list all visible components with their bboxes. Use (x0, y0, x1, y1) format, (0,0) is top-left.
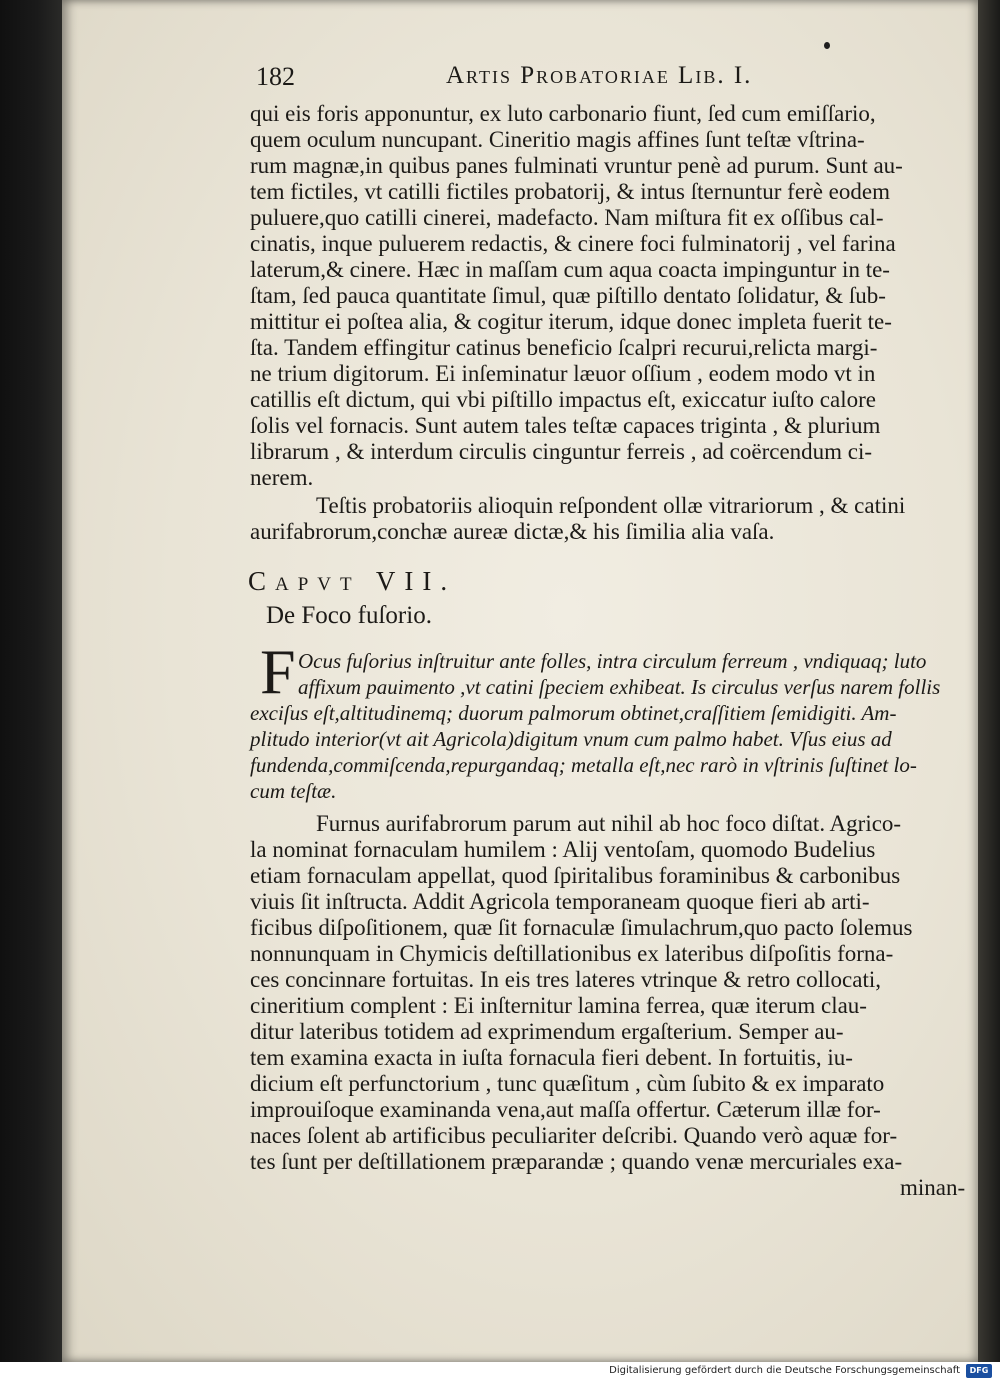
text-line: tem fictiles, vt catilli fictiles probatorij, & intus ſternuntur ferè eodem (250, 179, 890, 204)
chapter-subtitle: De Foco fuſorio. (266, 602, 432, 629)
text-line: nerem. (250, 465, 314, 490)
book-edge (978, 0, 1000, 1362)
text-line: affixum pauimento ,vt catini ſpeciem exhibeat. Is circulus verſus narem follis (298, 675, 941, 699)
page-number: 182 (256, 62, 295, 91)
text-line: puluere,quo catilli cinerei, madefacto. Nam miſtura fit ex oſſibus cal- (250, 205, 884, 230)
text-line: mittitur ei poſtea alia, & cogitur iterum, idque donec impleta fuerit te- (250, 309, 892, 334)
chapter-title: Capvt VII. (248, 566, 457, 596)
text-line: qui eis foris apponuntur, ex luto carbonario fiunt, ſed cum emiſſario, (250, 101, 876, 126)
text-line: Furnus aurifabrorum parum aut nihil ab hoc foco diſtat. Agrico- (316, 811, 902, 836)
text-line: tem examina exacta in iuſta fornacula fieri debent. In fortuitis, iu- (250, 1045, 853, 1070)
text-line: ſtam, ſed pauca quantitate ſimul, quæ piſtillo dentato ſolidatur, & ſub- (250, 283, 886, 308)
text-line: viuis ſit inſtructa. Addit Agricola temporaneam quoque fieri ab arti- (250, 889, 870, 914)
text-line: dicium eſt perfunctorium , tunc quæſitum , cùm ſubito & ex imparato (250, 1071, 885, 1096)
text-line: tes ſunt per deſtillationem præparandæ ; quando venæ mercuriales exa- (250, 1149, 903, 1174)
text-line: ſolis vel fornacis. Sunt autem tales teſtæ capaces triginta , & plurium (250, 413, 881, 438)
text-line: ficibus diſpoſitionem, quæ ſit fornaculæ ſimulachrum,quo pacto ſolemus (250, 915, 913, 940)
text-line: etiam fornaculam appellat, quod ſpiritalibus foraminibus & carbonibus (250, 863, 901, 888)
catchword: minan- (900, 1175, 966, 1200)
text-line: rum magnæ,in quibus panes fulminati vruntur penè ad purum. Sunt au- (250, 153, 903, 178)
text-line: cum teſtæ. (250, 779, 337, 803)
dfg-logo: DFG (966, 1364, 992, 1378)
text-line: laterum,& cinere. Hæc in maſſam cum aqua coacta impinguntur in te- (250, 257, 890, 282)
drop-cap: F (260, 636, 296, 707)
book-gutter (0, 0, 62, 1362)
text-line: naces ſolent ab artificibus peculiariter deſcribi. Quando verò aquæ for- (250, 1123, 898, 1148)
text-line: quem oculum nuncupant. Cineritio magis affines ſunt teſtæ vſtrina- (250, 127, 865, 152)
text-line: aurifabrorum,conchæ aureæ dictæ,& his ſimilia alia vaſa. (250, 519, 775, 544)
text-line: ne trium digitorum. Ei inſeminatur læuor oſſium , eodem modo vt in (250, 361, 876, 386)
text-line: la nominat fornaculam humilem : Alij ventoſam, quomodo Budelius (250, 837, 876, 862)
footer-bar (0, 1362, 1000, 1381)
text-line: cinatis, inque puluerem redactis, & cinere foci fulminatorij , vel farina (250, 231, 896, 256)
text-line: fundenda,commiſcenda,repurgandaq; metalla eſt,nec rarò in vſtrinis ſuſtinet lo- (250, 753, 917, 777)
page-header (256, 62, 826, 96)
text-line: ces concinnare fortuitas. In eis tres lateres vtrinque & retro collocati, (250, 967, 881, 992)
text-line: catillis eſt dictum, qui vbi piſtillo impactus eſt, exiccatur iuſto calore (250, 387, 876, 412)
text-line: Teſtis probatoriis alioquin reſpondent ollæ vitrariorum , & catini (316, 493, 906, 518)
text-line: exciſus eſt,altitudinemq; duorum palmorum obtinet,craſſitiem ſemidigiti. Am- (250, 701, 897, 725)
text-line: librarum , & interdum circulis cinguntur ferreis , ad coërcendum ci- (250, 439, 873, 464)
text-line: plitudo interior(vt ait Agricola)digitum vnum cum palmo habet. Vſus eius ad (250, 727, 892, 751)
running-title: Artis Probatoriae Lib. I. (446, 62, 753, 89)
ink-spot (824, 42, 830, 49)
text-line: nonnunquam in Chymicis deſtillationibus ex lateribus diſpoſitis forna- (250, 941, 894, 966)
text-line: Ocus fuſorius inſtruitur ante folles, intra circulum ferreum , vndiquaq; luto (298, 649, 927, 673)
text-line: cineritium complent : Ei inſternitur lamina ferrea, quæ iterum clau- (250, 993, 867, 1018)
text-line: improuiſoque examinanda vena,aut maſſa offertur. Cæterum illæ for- (250, 1097, 881, 1122)
funding-credit: Digitalisierung gefördert durch die Deutsche Forschungsgemeinschaft (609, 1365, 960, 1376)
text-line: ditur lateribus totidem ad exprimendum ergaſterium. Semper au- (250, 1019, 844, 1044)
text-line: ſta. Tandem effingitur catinus beneficio ſcalpri recurui,relicta margi- (250, 335, 878, 360)
